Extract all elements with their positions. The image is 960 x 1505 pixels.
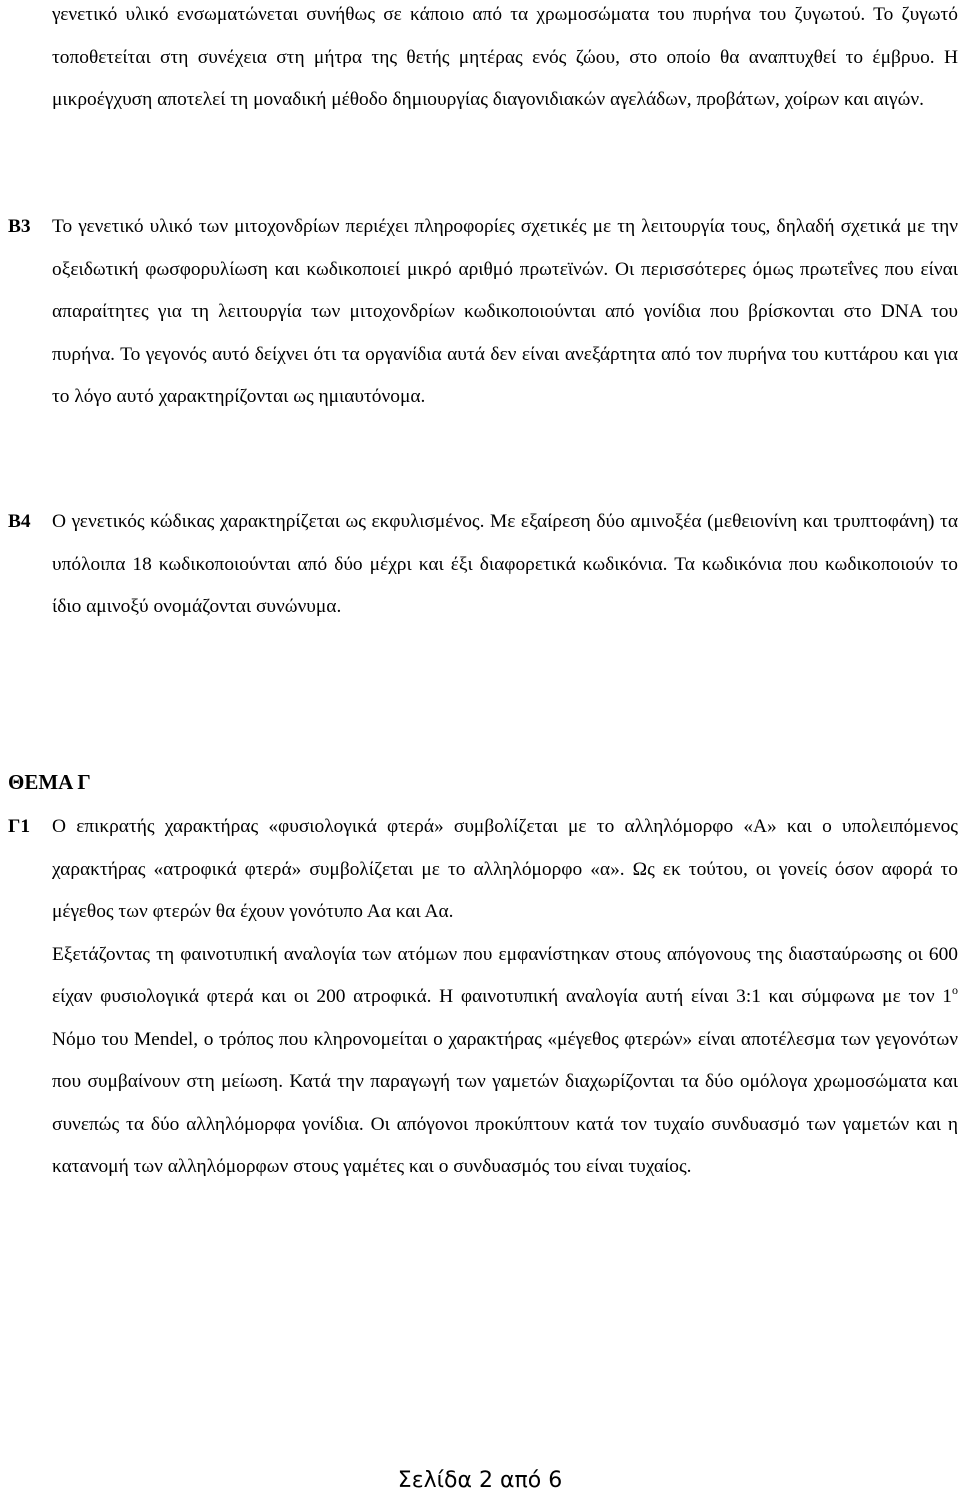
b4-text: Ο γενετικός κώδικας χαρακτηρίζεται ως εκφυλισμένος. Με εξαίρεση δύο αμινοξέα (μεθειονίνη και τρυπτοφάνη) τα υπόλοιπα 18 κωδικοποιούνται από δύο μέχρι και έξι διαφορετικά κωδικόνια. Τα κωδικόνια που κωδικοποιούν το ίδιο αμινοξύ ονομάζονται συνώνυμα. [52, 511, 958, 617]
b3-text: Το γενετικό υλικό των μιτοχονδρίων περιέχει πληροφορίες σχετικές με τη λειτουργία τους, δηλαδή σχετικά με την οξειδωτική φωσφορυλίωση και κωδικοποιεί μικρό αριθμό πρωτεϊνών. Οι περισσότερες όμως πρωτεΐνες που είναι απαραίτητες για τη λειτουργία των μιτοχονδρίων κωδικοποιούνται από γονίδια που βρίσκονται στο DNA του πυρήνα. Το γεγονός αυτό δείχνει ότι τα οργανίδια αυτά δεν είναι ανεξάρτητα από τον πυρήνα του κυττάρου και για το λόγο αυτό χαρακτηρίζονται ως ημιαυτόνομα. [52, 216, 958, 407]
b3-label: Β3 [8, 216, 31, 237]
b3-paragraph [52, 206, 958, 419]
intro-paragraph [52, 0, 958, 122]
section-title: ΘΕΜΑ Γ [8, 770, 91, 794]
b4-label: Β4 [8, 511, 31, 532]
page-number: Σελίδα 2 από 6 [397, 1468, 563, 1493]
g1-text-2 [52, 934, 958, 1189]
g1-paragraph [52, 806, 958, 1189]
g1-label: Γ1 [8, 816, 31, 837]
g1-text-2-part-1: Εξετάζοντας τη φαινοτυπική αναλογία των ατόμων που εμφανίστηκαν στους απόγονους της διασταύρωσης οι 600 είχαν φυσιολογικά φτερά και οι 200 ατροφικά. Η φαινοτυπική αναλογία αυτή είναι 3:1 και σύμφωνα με τον 1 [52, 943, 958, 1007]
g1-text-2-part-2: Νόμο του Mendel, ο τρόπος που κληρονομείται ο χαρακτήρας «μέγεθος φτερών» είναι αποτέλεσμα των γεγονότων που συμβαίνουν στη μείωση. Κατά την παραγωγή των γαμετών διαχωρίζονται τα δύο ομόλογα χρωμοσώματα και συνεπώς τα δύο αλληλόμορφα γονίδια. Οι απόγονοι προκύπτουν κατά τον τυχαίο συνδυασμό των γαμετών και η κατανομή των αλληλόμορφων στους γαμέτες και ο συνδυασμός του είναι τυχαίος. [52, 1028, 958, 1177]
b4-paragraph [52, 501, 958, 629]
ordinal-superscript: ο [952, 983, 958, 997]
g1-text-1: Ο επικρατής χαρακτήρας «φυσιολογικά φτερά» συμβολίζεται με το αλληλόμορφο «Α» και ο υπολειπόμενος χαρακτήρας «ατροφικά φτερά» συμβολίζεται με το αλληλόμορφο «α». Ως εκ τούτου, οι γονείς όσον αφορά το μέγεθος των φτερών θα έχουν γονότυπο Αα και Αα. [52, 816, 958, 922]
intro-text: γενετικό υλικό ενσωματώνεται συνήθως σε κάποιο από τα χρωμοσώματα του πυρήνα του ζυγωτού. Το ζυγωτό τοποθετείται στη συνέχεια στη μήτρα της θετής μητέρας ενός ζώου, στο οποίο θα αναπτυχθεί το έμβρυο. Η μικροέγχυση αποτελεί τη μοναδική μέθοδο δημιουργίας διαγονιδιακών αγελάδων, προβάτων, χοίρων και αιγών. [52, 4, 958, 110]
